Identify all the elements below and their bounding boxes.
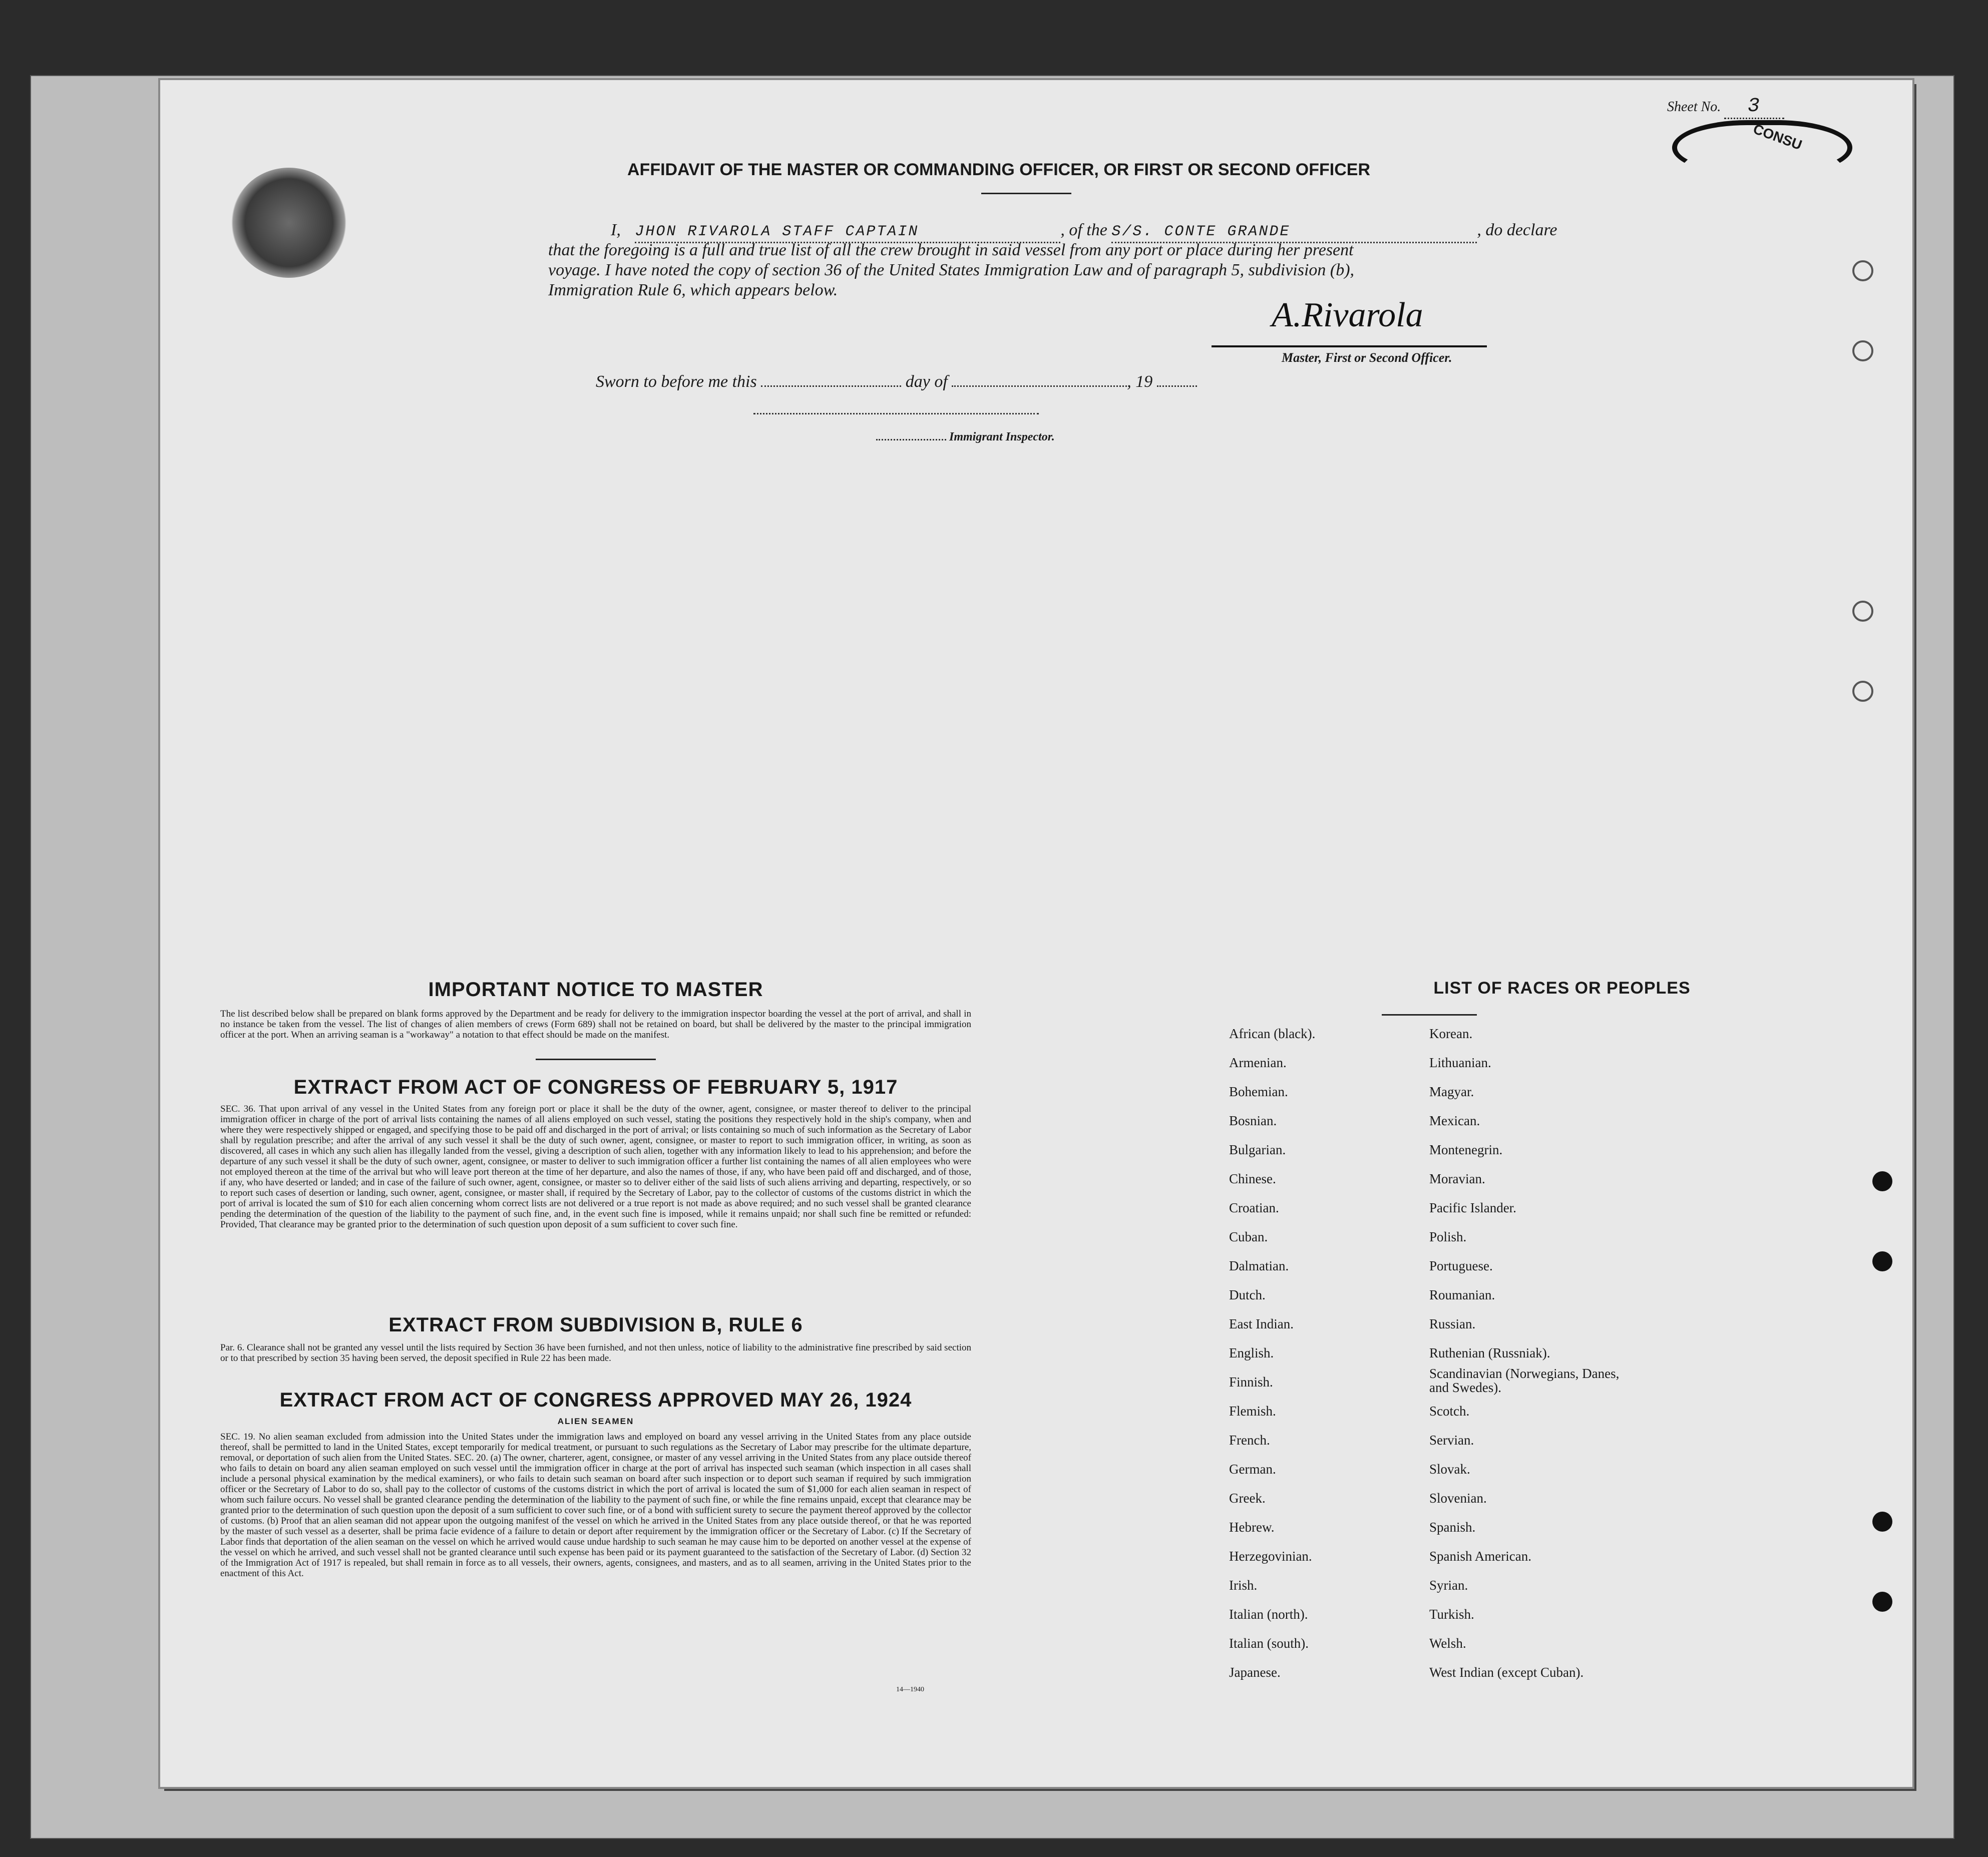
inspector-signature-line <box>753 413 1039 414</box>
race-item: Montenegrin. <box>1429 1142 1503 1157</box>
race-item: Moravian. <box>1429 1171 1485 1186</box>
race-item: Bosnian. <box>1229 1113 1277 1128</box>
races-rule <box>1382 1014 1477 1016</box>
race-item: Italian (north). <box>1229 1607 1308 1622</box>
of-the-label: , of the <box>1060 221 1107 239</box>
race-item: Roumanian. <box>1429 1287 1495 1302</box>
race-item: Croatian. <box>1229 1200 1279 1215</box>
race-item: Mexican. <box>1429 1113 1480 1128</box>
sworn-day-field <box>761 370 901 387</box>
punch-hole <box>1872 1592 1892 1612</box>
signature-caption: Master, First or Second Officer. <box>1282 350 1452 365</box>
races-right-column <box>1429 1026 1680 1680</box>
extract3-title: EXTRACT FROM ACT OF CONGRESS APPROVED MAY 26, 1924 <box>279 1389 912 1411</box>
race-item: Welsh. <box>1429 1636 1466 1651</box>
sheet-label: Sheet No. <box>1667 99 1721 115</box>
race-item: Cuban. <box>1229 1229 1268 1244</box>
race-item: Lithuanian. <box>1429 1055 1491 1070</box>
race-item: West Indian (except Cuban). <box>1429 1665 1584 1680</box>
signature <box>1212 290 1487 347</box>
extract3-subtitle: ALIEN SEAMEN <box>557 1417 634 1426</box>
race-item: Armenian. <box>1229 1055 1287 1070</box>
inspector-label: Immigrant Inspector. <box>949 430 1055 443</box>
race-item: Syrian. <box>1429 1578 1468 1593</box>
do-declare-label: , do declare <box>1477 221 1557 239</box>
affidavit-title: AFFIDAVIT OF THE MASTER OR COMMANDING OFFICER, OR FIRST OR SECOND OFFICER <box>627 160 1370 179</box>
signature-text: A.Rivarola <box>1272 296 1423 334</box>
punch-hole <box>1852 601 1873 622</box>
sworn-label: Sworn to before me this <box>596 372 757 391</box>
race-item: Hebrew. <box>1229 1520 1275 1535</box>
declarant-name: JHON RIVAROLA STAFF CAPTAIN <box>635 222 1060 243</box>
race-item: Turkish. <box>1429 1607 1474 1622</box>
official-seal <box>231 168 346 278</box>
race-item: French. <box>1229 1433 1270 1448</box>
race-item: Irish. <box>1229 1578 1258 1593</box>
race-item: Slovenian. <box>1429 1491 1487 1506</box>
race-item: Finnish. <box>1229 1374 1273 1389</box>
i-label: I, <box>611 221 621 239</box>
race-item: African (black). <box>1229 1026 1316 1041</box>
consulate-stamp <box>1672 120 1852 175</box>
year-label: , 19 <box>1127 372 1153 391</box>
notice-body: The list described below shall be prepared on blank forms approved by the Department and be ready for delivery to the immigration inspector boarding the vessel at the port of arrival, and shall in no instance be taken from the vessel. The list of changes of alien members of crews (Form 689) shall not be retained on board, but shall be delivered by the master to the principal immigration officer at the port. When an arriving seaman is a "workaway" a notation to that effect should be made on the manifest. <box>220 1009 971 1040</box>
punch-hole <box>1872 1171 1892 1191</box>
day-of-label: day of <box>905 372 948 391</box>
punch-hole <box>1852 681 1873 702</box>
race-item: Greek. <box>1229 1491 1266 1506</box>
races-left-column <box>1229 1026 1419 1680</box>
race-item: Dalmatian. <box>1229 1258 1289 1273</box>
sworn-line <box>596 370 1347 392</box>
punch-hole <box>1852 260 1873 281</box>
race-item: Herzegovinian. <box>1229 1549 1312 1564</box>
race-item: Magyar. <box>1429 1084 1474 1099</box>
race-item: English. <box>1229 1345 1274 1360</box>
punch-hole <box>1852 340 1873 361</box>
race-item: Russian. <box>1429 1316 1476 1331</box>
sheet-number <box>1667 95 1784 119</box>
race-item: Ruthenian (Russniak). <box>1429 1345 1550 1360</box>
race-item: Bulgarian. <box>1229 1142 1286 1157</box>
declaration-line-2: that the foregoing is a full and true list of all the crew brought in said vessel from any port or place during her present <box>548 241 1354 259</box>
race-item: German. <box>1229 1462 1276 1477</box>
title-rule <box>981 193 1071 194</box>
extract1-body: SEC. 36. That upon arrival of any vessel in the United States from any foreign port or place it shall be the duty of the owner, agent, consignee, or master thereof to deliver to the principal immigration officer in charge of the port of arrival lists containing the names of all aliens employed on such vessel, stating the positions they respectively hold in the ship's company, when and where they were respectively shipped or engaged, and specifying those to be paid off and discharged in the port of arrival; or lists containing so much of such information as the Secretary of Labor shall by regulation prescribe; and after the arrival of any such vessel it shall be the duty of such owner, agent, consignee, or master to report to such immigration officer, in writing, as soon as discovered, all cases in which any such alien has illegally landed from the vessel, giving a description of such alien, together with any information likely to lead to his apprehension; and before the departure of any such vessel it shall be the duty of such owner, agent, consignee, or master to deliver to such immigration officer a further list containing the names of all alien employees who were not employed thereon at the time of the arrival but who will leave port thereon at the time of her departure, and also the names of those, if any, who have been paid off and discharged, and of those, if any, who have deserted or landed; and in case of the failure of such owner, agent, consignee, or master so to deliver either of the said lists of such aliens arriving and departing, respectively, or so to report such cases of desertion or landing, such owner, agent, consignee, or master shall, if required by the Secretary of Labor, pay to the collector of customs of the customs district in which the port of arrival is located the sum of $10 for each alien concerning whom correct lists are not delivered or a true report is not made as above required; and no such vessel shall be granted clearance pending the determination of the question of the liability to the payment of such fine, and, in the event such fine is imposed, while it remains unpaid; nor shall such fine be remitted or refunded: Provided, That clearance may be granted prior to the determination of such question upon deposit of a sum sufficient to cover such fine. <box>220 1104 971 1230</box>
vessel-name: S/S. CONTE GRANDE <box>1111 222 1477 243</box>
race-item: Dutch. <box>1229 1287 1266 1302</box>
race-item: Scotch. <box>1429 1404 1470 1419</box>
race-item: Polish. <box>1429 1229 1467 1244</box>
punch-hole <box>1872 1512 1892 1532</box>
inspector-field <box>876 439 946 440</box>
punch-hole <box>1872 1251 1892 1271</box>
race-item: Spanish. <box>1429 1520 1476 1535</box>
extract3-body: SEC. 19. No alien seaman excluded from admission into the United States under the immigration laws and employed on board any vessel arriving in the United States from any place outside thereof, shall be permitted to land in the United States, except temporarily for medical treatment, or pursuant to such regulations as the Secretary of Labor may prescribe for the ultimate departure, removal, or deportation of such alien from the United States. SEC. 20. (a) The owner, charterer, agent, consignee, or master of any vessel arriving in the United States from any place outside thereof who fails to detain on board any alien seaman employed on such vessel until the immigration officer in charge at the port of arrival has inspected such seaman (which inspection in all cases shall include a personal physical examination by the medical examiners), or who fails to detain such seaman on board after such inspection or to deport such seaman if required by such immigration officer or the Secretary of Labor to do so, shall pay to the collector of customs of the customs district in which the port of arrival is located the sum of $1,000 for each alien seaman in respect of whom such failure occurs. No vessel shall be granted clearance pending the determination of the liability to the payment of such fine, or while the fine remains unpaid, except that clearance may be granted prior to the determination of such question upon the deposit of a sum sufficient to cover such fine, or of a bond with sufficient surety to secure the payment thereof approved by the collector of customs. (b) Proof that an alien seaman did not appear upon the outgoing manifest of the vessel on which he arrived in the United States from any place outside thereof, or that he was reported by the master of such vessel as a deserter, shall be prima facie evidence of a failure to detain or deport after requirement by the immigration officer or the Secretary of Labor. (c) If the Secretary of Labor finds that deportation of the alien seaman on the vessel on which he arrived would cause undue hardship to such seaman he may cause him to be deported on another vessel at the expense of the vessel on which he arrived, and such vessel shall not be granted clearance until such expense has been paid or its payment guaranteed to the satisfaction of the Secretary of Labor. (d) Section 32 of the Immigration Act of 1917 is repealed, but shall remain in force as to all vessels, their owners, agents, consignees, and masters, and as to all seamen, arriving in the United States prior to the enactment of this Act. <box>220 1432 971 1579</box>
sheet-number-value: 3 <box>1724 95 1784 119</box>
race-item: Spanish American. <box>1429 1549 1531 1564</box>
race-item: Japanese. <box>1229 1665 1281 1680</box>
manifest-page <box>160 80 1912 1787</box>
notice-title: IMPORTANT NOTICE TO MASTER <box>428 979 763 1001</box>
declaration-line-3: voyage. I have noted the copy of section 36 of the United States Immigration Law and of paragraph 5, subdivision (b), <box>548 261 1355 279</box>
notice-rule <box>536 1059 656 1060</box>
race-item: Scandinavian (Norwegians, Danes, and Swedes). <box>1429 1366 1620 1395</box>
race-item: Portuguese. <box>1429 1258 1493 1273</box>
race-item: East Indian. <box>1229 1316 1294 1331</box>
race-item: Servian. <box>1429 1433 1474 1448</box>
sworn-year-field <box>1157 370 1197 387</box>
race-item: Bohemian. <box>1229 1084 1288 1099</box>
extract2-body: Par. 6. Clearance shall not be granted any vessel until the lists required by Section 36 have been furnished, and not then unless, notice of liability to the administrative fine prescribed by said section or to that prescribed by section 35 having been served, the deposit specified in Rule 22 has been made. <box>220 1342 971 1363</box>
race-item: Pacific Islander. <box>1429 1200 1516 1215</box>
race-item: Korean. <box>1429 1026 1473 1041</box>
race-item: Italian (south). <box>1229 1636 1309 1651</box>
races-title: LIST OF RACES OR PEOPLES <box>1433 979 1691 998</box>
declaration-line-4: Immigration Rule 6, which appears below. <box>548 281 838 299</box>
extract2-title: EXTRACT FROM SUBDIVISION B, RULE 6 <box>388 1314 803 1336</box>
inspector-caption <box>876 430 1055 444</box>
race-item: Flemish. <box>1229 1404 1276 1419</box>
stamp-text: CONSU <box>1751 121 1804 153</box>
form-number: 14—1940 <box>896 1686 924 1693</box>
extract1-title: EXTRACT FROM ACT OF CONGRESS OF FEBRUARY 5, 1917 <box>293 1076 898 1098</box>
race-item: Slovak. <box>1429 1462 1470 1477</box>
race-item: Chinese. <box>1229 1171 1276 1186</box>
sworn-month-field <box>952 370 1127 387</box>
